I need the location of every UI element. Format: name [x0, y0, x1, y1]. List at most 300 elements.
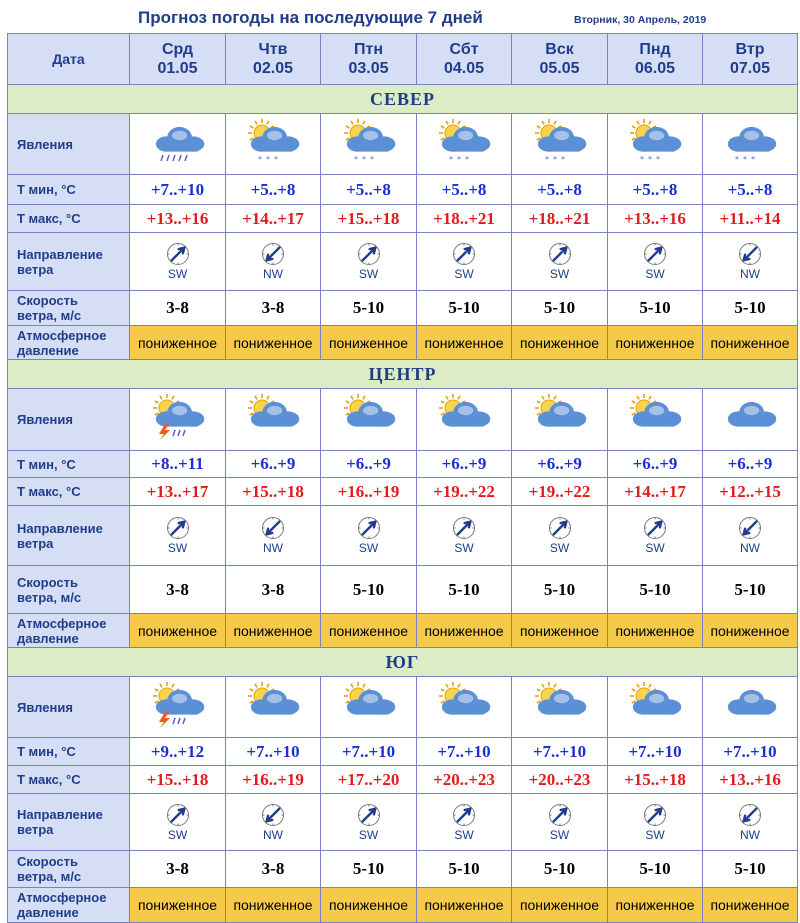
tmax-value: +20..+23: [512, 766, 608, 794]
sun-cloud-icon: [431, 715, 497, 732]
weather-cell: [130, 114, 226, 175]
svg-text:*: *: [544, 154, 549, 164]
wind-direction-cell: [512, 506, 608, 566]
wind-direction-text: NW: [740, 827, 760, 842]
pressure-label: [8, 888, 130, 923]
svg-text:*: *: [648, 154, 652, 164]
svg-text:*: *: [457, 154, 461, 164]
pressure-value: пониженное: [512, 888, 608, 923]
tmin-value: +5..+8: [703, 175, 798, 205]
wind-direction-text: SW: [167, 541, 188, 555]
wind-direction-text: SW: [167, 267, 188, 281]
label-line: ветра, м/с: [17, 869, 82, 884]
wind-direction-cell: [130, 794, 226, 851]
wind-direction: [321, 242, 416, 281]
wind-direction-cell: [226, 233, 321, 291]
page-header: [0, 0, 800, 32]
tmin-value: +7..+10: [321, 738, 417, 766]
phenomena-label: Явления: [8, 389, 130, 451]
tmin-value: +7..+10: [226, 738, 321, 766]
wind-direction-cell: [226, 506, 321, 566]
weather-cell: [512, 389, 608, 451]
day-of-week: Чтв: [258, 41, 288, 58]
tmin-value: +7..+10: [512, 738, 608, 766]
wind-direction: [512, 516, 607, 555]
wind-speed-row: [8, 566, 798, 614]
tmin-value: +8..+11: [130, 451, 226, 478]
tmax-value: +13..+16: [703, 766, 798, 794]
compass-arrow-icon: [166, 242, 190, 266]
wind-direction: [226, 803, 320, 842]
sun-cloud-snow-icon: [240, 152, 306, 169]
svg-text:*: *: [266, 154, 270, 164]
wind-direction-cell: [130, 233, 226, 291]
wind-direction-text: SW: [358, 541, 379, 555]
region-title: ЮГ: [8, 648, 798, 677]
pressure-value: пониженное: [512, 614, 608, 648]
tmin-value: +7..+10: [608, 738, 703, 766]
region-row: [8, 85, 798, 114]
weather-cell: [130, 389, 226, 451]
phenomena-row: [8, 389, 798, 451]
pressure-row: [8, 888, 798, 923]
wind-direction: [321, 516, 416, 555]
wind-speed-value: 5-10: [512, 566, 608, 614]
day-header: [226, 34, 321, 85]
label-line: Скорость: [17, 293, 78, 308]
tmax-row: [8, 205, 798, 233]
tmax-label: Т макс, °С: [8, 478, 130, 506]
day-of-week: Втр: [735, 41, 765, 58]
wind-direction-cell: [512, 794, 608, 851]
weather-cell: [226, 677, 321, 738]
tmax-label: Т макс, °С: [8, 205, 130, 233]
tmax-value: +15..+18: [226, 478, 321, 506]
tmin-row: [8, 738, 798, 766]
wind-speed-value: 5-10: [321, 851, 417, 888]
wind-speed-value: 3-8: [226, 291, 321, 326]
wind-direction: [608, 803, 702, 842]
label-line: ветра, м/с: [17, 589, 82, 605]
wind-direction-cell: [417, 506, 512, 566]
wind-direction-cell: [703, 233, 798, 291]
sun-cloud-icon: [336, 427, 402, 444]
tmin-value: +6..+9: [512, 451, 608, 478]
compass-arrow-icon: [261, 516, 285, 540]
wind-direction: [417, 242, 511, 281]
pressure-row: [8, 326, 798, 360]
wind-direction-text: SW: [358, 827, 379, 842]
tmax-value: +20..+23: [417, 766, 512, 794]
day-date: 02.05: [252, 60, 294, 77]
wind-direction-cell: [608, 506, 703, 566]
tmax-value: +15..+18: [608, 766, 703, 794]
wind-speed-label: [8, 291, 130, 326]
pressure-value: пониженное: [417, 614, 512, 648]
wind-direction-label: [8, 506, 130, 566]
pressure-value: пониженное: [703, 326, 798, 360]
wind-speed-value: 5-10: [417, 566, 512, 614]
pressure-label: [8, 326, 130, 360]
date-row: [8, 34, 798, 85]
pressure-row: [8, 614, 798, 648]
day-of-week: Вск: [545, 41, 574, 58]
day-of-week: Сбт: [449, 41, 479, 58]
label-line: ветра, м/с: [17, 308, 82, 323]
wind-speed-value: 5-10: [417, 291, 512, 326]
phenomena-row: [8, 677, 798, 738]
compass-arrow-icon: [738, 803, 762, 827]
label-line: ветра: [17, 822, 54, 837]
date-header-label: Дата: [8, 34, 130, 85]
pressure-value: пониженное: [703, 614, 798, 648]
pressure-value: пониженное: [417, 888, 512, 923]
rain-cloud-icon: [145, 152, 211, 169]
wind-direction-cell: [321, 233, 417, 291]
label-line: Атмосферное: [17, 327, 107, 343]
wind-speed-value: 3-8: [130, 851, 226, 888]
tmax-row: [8, 478, 798, 506]
wind-direction-text: SW: [454, 541, 474, 555]
sun-cloud-snow-icon: [431, 152, 497, 169]
label-line: Направление: [17, 246, 103, 262]
weather-cell: [703, 389, 798, 451]
tmin-row: [8, 451, 798, 478]
tmin-label: Т мин, °С: [8, 738, 130, 766]
wind-direction-text: SW: [549, 827, 570, 842]
tmin-value: +6..+9: [703, 451, 798, 478]
day-header: [130, 34, 226, 85]
wind-speed-value: 5-10: [608, 291, 703, 326]
tmax-value: +14..+17: [226, 205, 321, 233]
wind-speed-label: [8, 566, 130, 614]
weather-cell: [512, 114, 608, 175]
region-row: [8, 360, 798, 389]
compass-arrow-icon: [548, 803, 572, 827]
wind-direction-text: SW: [645, 541, 665, 555]
wind-direction: [130, 803, 225, 842]
wind-direction: [226, 242, 320, 281]
compass-arrow-icon: [452, 803, 476, 827]
pressure-value: пониженное: [226, 888, 321, 923]
compass-arrow-icon: [643, 803, 667, 827]
svg-text:*: *: [743, 154, 747, 164]
wind-direction: [321, 803, 416, 842]
phenomena-row: [8, 114, 798, 175]
wind-direction-cell: [512, 233, 608, 291]
day-date: 01.05: [157, 60, 198, 77]
tmax-value: +12..+15: [703, 478, 798, 506]
svg-text:*: *: [656, 154, 660, 164]
wind-direction-cell: [608, 233, 703, 291]
weather-cell: [417, 677, 512, 738]
wind-speed-value: 5-10: [512, 291, 608, 326]
weather-cell: [226, 389, 321, 451]
label-line: давление: [17, 905, 79, 920]
weather-cell: [608, 677, 703, 738]
compass-arrow-icon: [548, 242, 572, 266]
wind-direction-text: NW: [740, 541, 760, 555]
cloud-icon: [717, 427, 783, 444]
tmax-value: +18..+21: [417, 205, 512, 233]
pressure-value: пониженное: [512, 326, 608, 360]
wind-direction-cell: [417, 794, 512, 851]
sun-cloud-icon: [622, 427, 688, 444]
pressure-value: пониженное: [608, 326, 703, 360]
weather-cell: [417, 114, 512, 175]
compass-arrow-icon: [738, 516, 762, 540]
compass-arrow-icon: [738, 242, 762, 266]
wind-direction: [417, 803, 511, 842]
wind-direction-text: NW: [263, 827, 283, 842]
day-of-week: Пнд: [639, 41, 671, 58]
sun-cloud-icon: [240, 715, 306, 732]
label-line: ветра: [17, 261, 54, 277]
pressure-value: пониженное: [321, 888, 417, 923]
wind-direction: [226, 516, 320, 555]
current-date: Вторник, 30 Апрель, 2019: [574, 14, 707, 26]
label-line: Направление: [17, 807, 103, 822]
wind-direction: [130, 516, 225, 555]
tmax-value: +15..+18: [130, 766, 226, 794]
cloud-snow-icon: [717, 152, 783, 169]
wind-speed-value: 5-10: [321, 566, 417, 614]
pressure-value: пониженное: [703, 888, 798, 923]
wind-direction: [512, 803, 607, 842]
svg-text:*: *: [369, 154, 374, 164]
weather-cell: [226, 114, 321, 175]
compass-arrow-icon: [643, 516, 667, 540]
day-of-week: Срд: [161, 41, 194, 58]
label-line: давление: [17, 342, 79, 358]
wind-direction-row: [8, 794, 798, 851]
tmax-value: +13..+17: [130, 478, 226, 506]
wind-direction: [703, 803, 797, 842]
day-date: 04.05: [443, 60, 485, 77]
pressure-value: пониженное: [130, 888, 226, 923]
wind-direction: [512, 242, 607, 281]
label-line: давление: [17, 630, 79, 646]
compass-arrow-icon: [357, 803, 381, 827]
tmin-value: +6..+9: [226, 451, 321, 478]
compass-arrow-icon: [357, 242, 381, 266]
tmax-value: +16..+19: [226, 766, 321, 794]
label-line: Атмосферное: [17, 615, 107, 631]
day-date: 06.05: [634, 60, 676, 77]
wind-direction-row: [8, 233, 798, 291]
compass-arrow-icon: [261, 803, 285, 827]
wind-direction-cell: [417, 233, 512, 291]
wind-direction-label: [8, 794, 130, 851]
tmax-row: [8, 766, 798, 794]
svg-text:*: *: [735, 154, 739, 164]
weather-cell: [321, 677, 417, 738]
wind-direction-cell: [226, 794, 321, 851]
wind-speed-row: [8, 291, 798, 326]
sun-cloud-icon: [527, 715, 593, 732]
wind-direction: [608, 242, 702, 281]
wind-direction-text: SW: [454, 827, 474, 842]
day-header: [417, 34, 512, 85]
wind-speed-value: 5-10: [703, 566, 798, 614]
tmin-value: +5..+8: [417, 175, 512, 205]
compass-arrow-icon: [261, 242, 285, 266]
tmin-value: +6..+9: [417, 451, 512, 478]
wind-direction: [703, 516, 797, 555]
wind-direction: [608, 516, 702, 555]
tmax-value: +17..+20: [321, 766, 417, 794]
wind-speed-row: [8, 851, 798, 888]
wind-speed-value: 5-10: [512, 851, 608, 888]
weather-cell: [608, 389, 703, 451]
weather-cell: [321, 389, 417, 451]
sun-cloud-icon: [336, 715, 402, 732]
tmax-value: +14..+17: [608, 478, 703, 506]
phenomena-label: Явления: [8, 114, 130, 175]
tmin-value: +6..+9: [321, 451, 417, 478]
svg-text:*: *: [361, 154, 366, 164]
wind-speed-value: 5-10: [608, 851, 703, 888]
wind-direction-text: SW: [549, 541, 570, 555]
label-line: Направление: [17, 520, 103, 536]
region-row: [8, 648, 798, 677]
wind-speed-value: 5-10: [321, 291, 417, 326]
wind-direction-text: NW: [263, 267, 283, 281]
wind-direction: [130, 242, 225, 281]
tmin-label: Т мин, °С: [8, 175, 130, 205]
wind-direction-cell: [703, 794, 798, 851]
wind-direction-text: SW: [645, 267, 665, 281]
tmin-value: +9..+12: [130, 738, 226, 766]
svg-text:*: *: [274, 154, 278, 164]
day-header: [512, 34, 608, 85]
weather-cell: [512, 677, 608, 738]
weather-cell: [703, 677, 798, 738]
tmin-value: +5..+8: [512, 175, 608, 205]
pressure-value: пониженное: [226, 614, 321, 648]
compass-arrow-icon: [548, 516, 572, 540]
tmin-value: +5..+8: [226, 175, 321, 205]
label-line: Атмосферное: [17, 890, 107, 905]
tmax-value: +19..+22: [417, 478, 512, 506]
wind-direction-text: SW: [645, 827, 665, 842]
day-header: [321, 34, 417, 85]
pressure-label: [8, 614, 130, 648]
tmax-label: Т макс, °С: [8, 766, 130, 794]
wind-speed-value: 5-10: [608, 566, 703, 614]
sun-cloud-snow-icon: [622, 152, 688, 169]
wind-speed-value: 3-8: [130, 566, 226, 614]
sun-cloud-icon: [431, 427, 497, 444]
wind-speed-value: 5-10: [417, 851, 512, 888]
wind-direction-text: SW: [167, 827, 188, 842]
region-title: СЕВЕР: [8, 85, 798, 114]
weather-cell: [608, 114, 703, 175]
forecast-table: [7, 33, 798, 923]
day-date: 05.05: [539, 60, 580, 77]
wind-direction-cell: [130, 506, 226, 566]
label-line: Скорость: [17, 574, 78, 590]
pressure-value: пониженное: [226, 326, 321, 360]
region-title: ЦЕНТР: [8, 360, 798, 389]
wind-speed-label: [8, 851, 130, 888]
compass-arrow-icon: [452, 242, 476, 266]
wind-direction-cell: [321, 506, 417, 566]
sun-cloud-icon: [240, 427, 306, 444]
sun-cloud-snow-icon: [336, 152, 402, 169]
page-title: Прогноз погоды на последующие 7 дней: [138, 8, 483, 27]
tmin-value: +7..+10: [703, 738, 798, 766]
tmin-value: +7..+10: [417, 738, 512, 766]
tmax-value: +13..+16: [130, 205, 226, 233]
label-line: Скорость: [17, 854, 78, 869]
wind-direction: [703, 242, 797, 281]
wind-direction-cell: [608, 794, 703, 851]
pressure-value: пониженное: [417, 326, 512, 360]
compass-arrow-icon: [357, 516, 381, 540]
tmin-value: +6..+9: [608, 451, 703, 478]
label-line: ветра: [17, 535, 54, 551]
wind-speed-value: 3-8: [226, 851, 321, 888]
svg-text:*: *: [465, 154, 469, 164]
pressure-value: пониженное: [321, 326, 417, 360]
wind-direction: [417, 516, 511, 555]
compass-arrow-icon: [643, 242, 667, 266]
phenomena-label: Явления: [8, 677, 130, 738]
svg-text:*: *: [751, 154, 755, 164]
pressure-value: пониженное: [608, 888, 703, 923]
tmax-value: +11..+14: [703, 205, 798, 233]
svg-text:*: *: [258, 154, 262, 164]
day-date: 07.05: [729, 60, 771, 77]
sun-thunder-rain-icon: [145, 715, 211, 732]
wind-direction-cell: [321, 794, 417, 851]
wind-speed-value: 3-8: [226, 566, 321, 614]
tmax-value: +18..+21: [512, 205, 608, 233]
wind-direction-row: [8, 506, 798, 566]
wind-direction-text: NW: [740, 267, 760, 281]
tmax-value: +13..+16: [608, 205, 703, 233]
wind-speed-value: 5-10: [703, 291, 798, 326]
tmin-label: Т мин, °С: [8, 451, 130, 478]
svg-text:*: *: [640, 154, 644, 164]
weather-cell: [703, 114, 798, 175]
tmax-value: +15..+18: [321, 205, 417, 233]
wind-direction-text: NW: [263, 541, 283, 555]
sun-thunder-rain-icon: [145, 427, 211, 444]
tmin-value: +7..+10: [130, 175, 226, 205]
day-header: [703, 34, 798, 85]
tmax-value: +16..+19: [321, 478, 417, 506]
cloud-icon: [717, 715, 783, 732]
day-header: [608, 34, 703, 85]
wind-speed-value: 3-8: [130, 291, 226, 326]
weather-cell: [417, 389, 512, 451]
sun-cloud-snow-icon: [527, 152, 593, 169]
pressure-value: пониженное: [608, 614, 703, 648]
sun-cloud-icon: [527, 427, 593, 444]
sun-cloud-icon: [622, 715, 688, 732]
wind-direction-label: [8, 233, 130, 291]
pressure-value: пониженное: [130, 326, 226, 360]
day-of-week: Птн: [354, 41, 383, 58]
day-date: 03.05: [348, 60, 389, 77]
compass-arrow-icon: [166, 803, 190, 827]
svg-text:*: *: [353, 154, 358, 164]
compass-arrow-icon: [452, 516, 476, 540]
wind-direction-text: SW: [358, 267, 379, 281]
tmin-value: +5..+8: [608, 175, 703, 205]
